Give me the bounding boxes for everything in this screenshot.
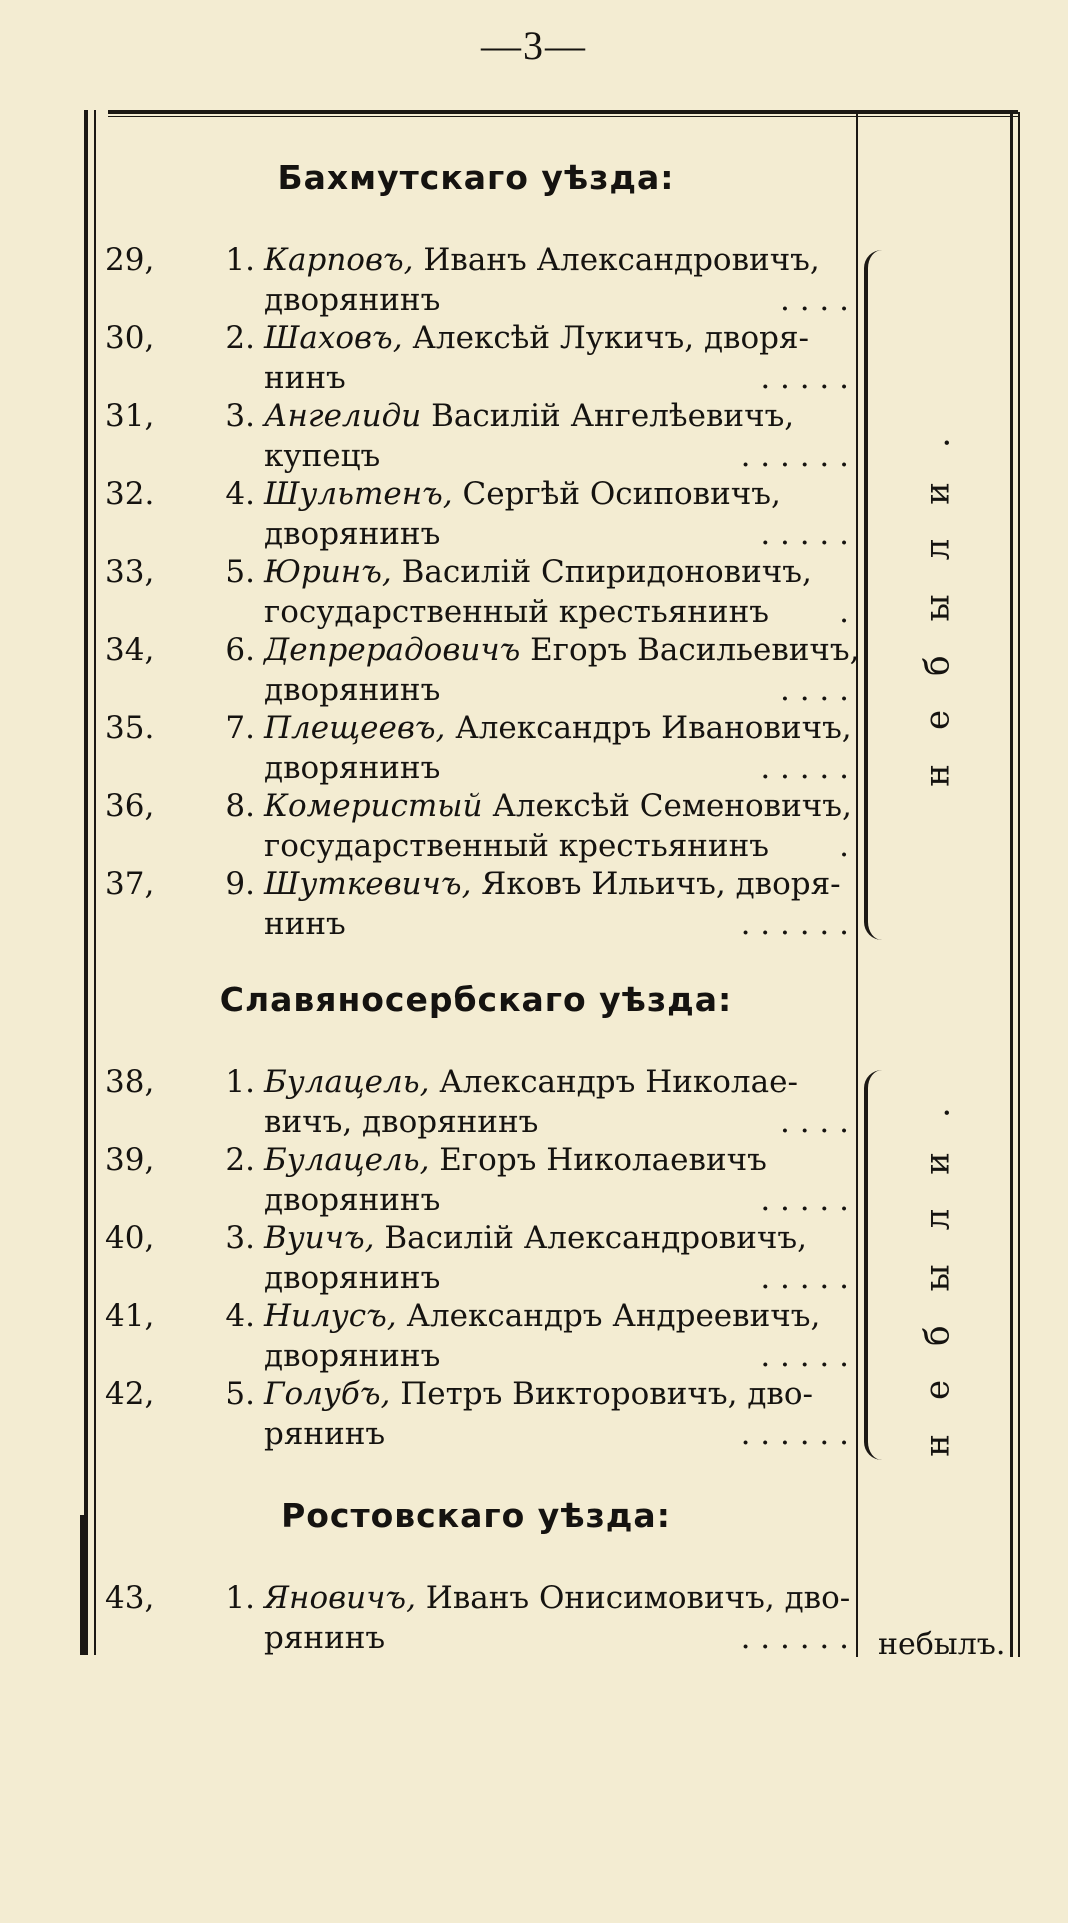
entry-number: 35. [105, 710, 155, 746]
list-item [100, 1580, 852, 1660]
frame-right-rule [1010, 112, 1013, 1657]
entry-subnumber: 8. [225, 788, 255, 824]
entry-subnumber: 3. [225, 398, 255, 434]
entry-name: Алексѣй Семеновичъ, [492, 788, 852, 824]
entry-number: 33, [105, 554, 155, 590]
entry-surname: Голубъ, [264, 1376, 391, 1412]
entry-number: 31, [105, 398, 155, 434]
frame-left-rule-thin [94, 110, 96, 1655]
list-item [100, 1376, 852, 1456]
entry-name: Александръ Андреевичъ, [406, 1298, 821, 1334]
entry-name: Александръ Ивановичъ, [455, 710, 852, 746]
entry-name: Егоръ Николаевичъ [439, 1142, 767, 1178]
entry-rank: рянинъ [264, 1416, 386, 1452]
list-item [100, 866, 852, 946]
entry-rank: дворянинъ [264, 750, 441, 786]
entry-surname: Карповъ, [264, 242, 414, 278]
entry-leader-dots: . [839, 594, 849, 630]
frame-left-rule [84, 110, 88, 1655]
entry-leader-dots: . [839, 828, 849, 864]
entry-name: Егоръ Васильевичъ, [530, 632, 860, 668]
entry-subnumber: 1. [225, 1580, 255, 1616]
entry-number: 29, [105, 242, 155, 278]
entry-leader-dots: . . . . [780, 282, 849, 318]
entry-name: Петръ Викторовичъ, дво- [400, 1376, 814, 1412]
frame-top-rule-thin [108, 116, 1018, 117]
entry-leader-dots: . . . . . [760, 1182, 849, 1218]
list-item [100, 554, 852, 634]
entry-subnumber: 2. [225, 320, 255, 356]
entry-number: 43, [105, 1580, 155, 1616]
entry-surname: Шуткевичъ, [264, 866, 472, 902]
entry-leader-dots: . . . . . [760, 516, 849, 552]
entry-name: Сергѣй Осиповичъ, [462, 476, 781, 512]
entry-number: 41, [105, 1298, 155, 1334]
list-item [100, 320, 852, 400]
entry-rank: дворянинъ [264, 516, 441, 552]
entry-name: Александръ Николае- [439, 1064, 798, 1100]
status-slavyanoserbsk: небыли. [917, 1073, 958, 1457]
entry-leader-dots: . . . . . [760, 1260, 849, 1296]
entry-rank: дворянинъ [264, 282, 441, 318]
entry-name: Василій Ангелѣевичъ, [431, 398, 795, 434]
entry-surname: Депрерадовичъ [264, 632, 521, 668]
entry-surname: Шаховъ, [264, 320, 403, 356]
entry-name: Яковъ Ильичъ, дворя- [481, 866, 841, 902]
section-heading-slavyanoserbsk: Славяносербскаго уѣзда: [219, 980, 733, 1019]
entry-leader-dots: . . . . . [760, 1338, 849, 1374]
entry-leader-dots: . . . . [780, 1104, 849, 1140]
entry-rank: нинъ [264, 360, 346, 396]
frame-top-rule [108, 110, 1018, 114]
entry-rank: нинъ [264, 906, 346, 942]
entry-subnumber: 5. [225, 554, 255, 590]
entry-subnumber: 4. [225, 1298, 255, 1334]
entry-rank: рянинъ [264, 1620, 386, 1656]
entry-subnumber: 5. [225, 1376, 255, 1412]
entry-subnumber: 2. [225, 1142, 255, 1178]
entry-surname: Вуичъ, [264, 1220, 375, 1256]
entry-leader-dots: . . . . . . [740, 906, 849, 942]
status-bakhmut: небыли. [917, 403, 958, 787]
entry-name: Иванъ Онисимовичъ, дво- [425, 1580, 851, 1616]
entry-number: 40, [105, 1220, 155, 1256]
entry-rank: дворянинъ [264, 1260, 441, 1296]
entry-leader-dots: . . . . . [760, 360, 849, 396]
list-item [100, 242, 852, 322]
entry-surname: Плещеевъ, [264, 710, 446, 746]
entry-number: 32. [105, 476, 155, 512]
entry-leader-dots: . . . . . . [740, 1620, 849, 1656]
section-heading-rostov: Ростовскаго уѣзда: [281, 1496, 671, 1535]
entry-rank: вичъ, дворянинъ [264, 1104, 539, 1140]
entry-surname: Яновичъ, [264, 1580, 416, 1616]
frame-right-rule-thin [1018, 112, 1020, 1657]
entry-rank: дворянинъ [264, 1338, 441, 1374]
list-item [100, 1064, 852, 1144]
column-divider [856, 112, 858, 1657]
entry-surname: Шультенъ, [264, 476, 453, 512]
entry-surname: Юринъ, [264, 554, 392, 590]
entry-surname: Нилусъ, [264, 1298, 397, 1334]
list-item [100, 1220, 852, 1300]
list-item [100, 1298, 852, 1378]
entry-surname: Булацель, [264, 1064, 430, 1100]
entry-name: Алексѣй Лукичъ, дворя- [412, 320, 810, 356]
entry-number: 38, [105, 1064, 155, 1100]
entry-surname: Ангелиди [264, 398, 422, 434]
entry-surname: Комеристый [264, 788, 483, 824]
entry-subnumber: 1. [225, 242, 255, 278]
entry-rank: купецъ [264, 438, 381, 474]
entry-leader-dots: . . . . . . [740, 438, 849, 474]
entry-number: 30, [105, 320, 155, 356]
entry-surname: Булацель, [264, 1142, 430, 1178]
list-item [100, 710, 852, 790]
entry-subnumber: 3. [225, 1220, 255, 1256]
entry-name: Иванъ Александровичъ, [423, 242, 820, 278]
frame-left-rule-lower [80, 1515, 84, 1655]
entry-rank: государственный крестьянинъ [264, 594, 769, 630]
entry-number: 34, [105, 632, 155, 668]
entry-number: 36, [105, 788, 155, 824]
entry-leader-dots: . . . . [780, 672, 849, 708]
entry-rank: государственный крестьянинъ [264, 828, 769, 864]
page-number: —3— [481, 23, 587, 68]
entry-number: 39, [105, 1142, 155, 1178]
entry-subnumber: 9. [225, 866, 255, 902]
list-item [100, 1142, 852, 1222]
section-heading-bakhmut: Бахмутскаго уѣзда: [277, 158, 675, 197]
entry-rank: дворянинъ [264, 672, 441, 708]
entry-subnumber: 6. [225, 632, 255, 668]
status-rostov: небылъ. [878, 1627, 1006, 1662]
entry-subnumber: 7. [225, 710, 255, 746]
entry-name: Василій Александровичъ, [384, 1220, 807, 1256]
entry-subnumber: 1. [225, 1064, 255, 1100]
entry-leader-dots: . . . . . . [740, 1416, 849, 1452]
list-item [100, 788, 852, 868]
entry-number: 37, [105, 866, 155, 902]
entry-number: 42, [105, 1376, 155, 1412]
entry-leader-dots: . . . . . [760, 750, 849, 786]
list-item [100, 632, 860, 712]
entry-rank: дворянинъ [264, 1182, 441, 1218]
entry-name: Василій Спиридоновичъ, [401, 554, 812, 590]
entry-subnumber: 4. [225, 476, 255, 512]
list-item [100, 476, 852, 556]
list-item [100, 398, 852, 478]
